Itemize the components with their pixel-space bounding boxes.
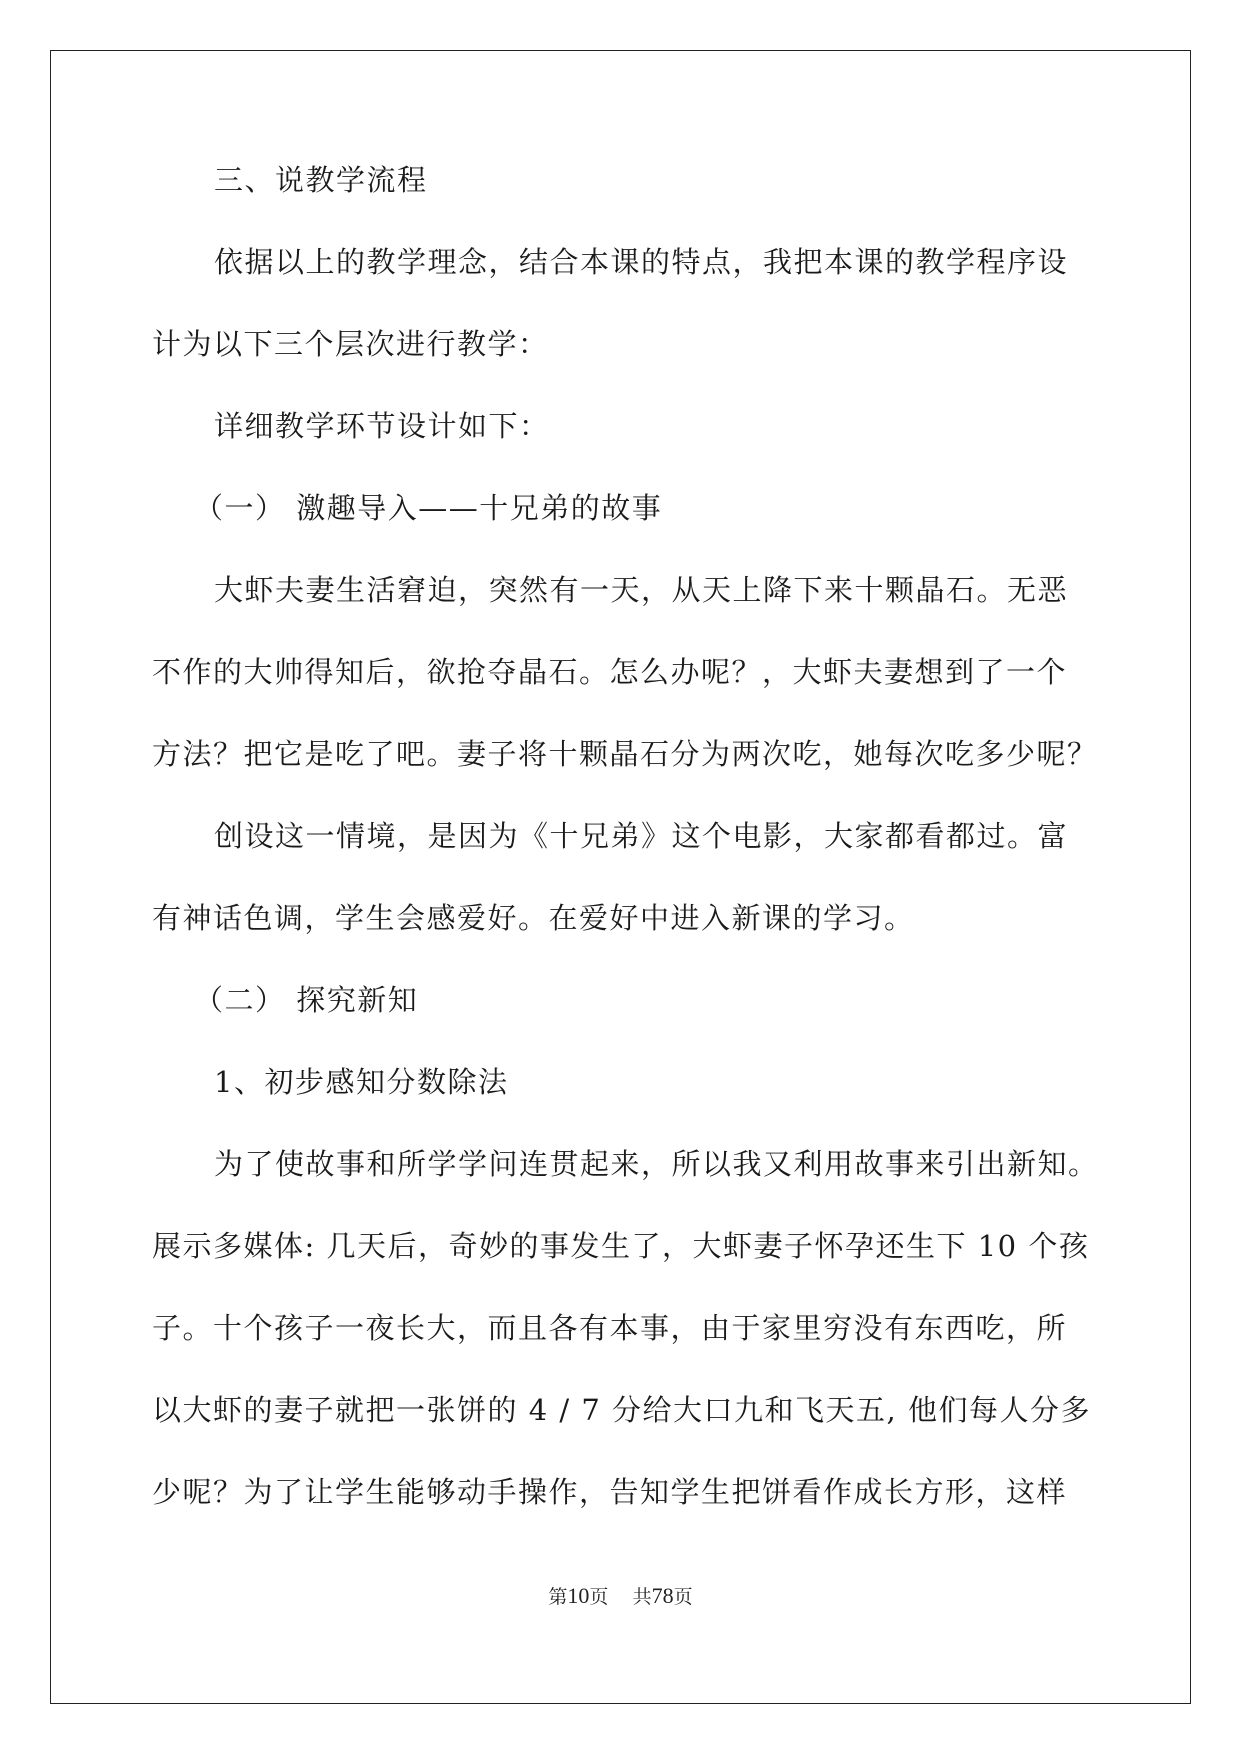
footer-suffix: 页 xyxy=(673,1586,693,1608)
subsection-heading: （二） 探究新知 xyxy=(194,983,419,1017)
paragraph-line: 不作的大帅得知后，欲抢夺晶石。怎么办呢？，大虾夫妻想到了一个 xyxy=(152,655,1068,689)
paragraph-line: 以大虾的妻子就把一张饼的 4 / 7 分给大口九和飞天五, 他们每人分多 xyxy=(152,1393,1091,1427)
paragraph-line: 少呢？为了让学生能够动手操作，告知学生把饼看作成长方形，这样 xyxy=(152,1475,1068,1509)
paragraph-line: 子。十个孩子一夜长大，而且各有本事，由于家里穷没有东西吃，所 xyxy=(152,1311,1068,1345)
current-page-number: 10 xyxy=(567,1583,590,1608)
footer-prefix: 第 xyxy=(548,1586,568,1608)
subsection-heading: （一） 激趣导入——十兄弟的故事 xyxy=(194,491,663,525)
section-heading: 三、说教学流程 xyxy=(214,163,428,197)
subsection-heading: 1、初步感知分数除法 xyxy=(214,1065,509,1099)
paragraph-line: 依据以上的教学理念，结合本课的特点，我把本课的教学程序设 xyxy=(214,245,1069,279)
page-number-footer xyxy=(0,1582,1241,1609)
paragraph-line: 计为以下三个层次进行教学： xyxy=(152,327,549,361)
paragraph-line: 方法？把它是吃了吧。妻子将十颗晶石分为两次吃，她每次吃多少呢？ xyxy=(152,737,1098,771)
paragraph-line: 详细教学环节设计如下： xyxy=(214,409,550,443)
paragraph-line: 为了使故事和所学学问连贯起来，所以我又利用故事来引出新知。 xyxy=(214,1147,1099,1181)
document-body xyxy=(152,162,1099,1556)
total-pages-number: 78 xyxy=(651,1583,674,1608)
paragraph-line: 展示多媒体: 几天后，奇妙的事发生了，大虾妻子怀孕还生下 10 个孩 xyxy=(152,1229,1090,1263)
footer-middle: 页 共 xyxy=(589,1586,652,1608)
paragraph-line: 有神话色调，学生会感爱好。在爱好中进入新课的学习。 xyxy=(152,901,915,935)
paragraph-line: 创设这一情境，是因为《十兄弟》这个电影，大家都看都过。富 xyxy=(214,819,1069,853)
paragraph-line: 大虾夫妻生活窘迫，突然有一天，从天上降下来十颗晶石。无恶 xyxy=(214,573,1069,607)
